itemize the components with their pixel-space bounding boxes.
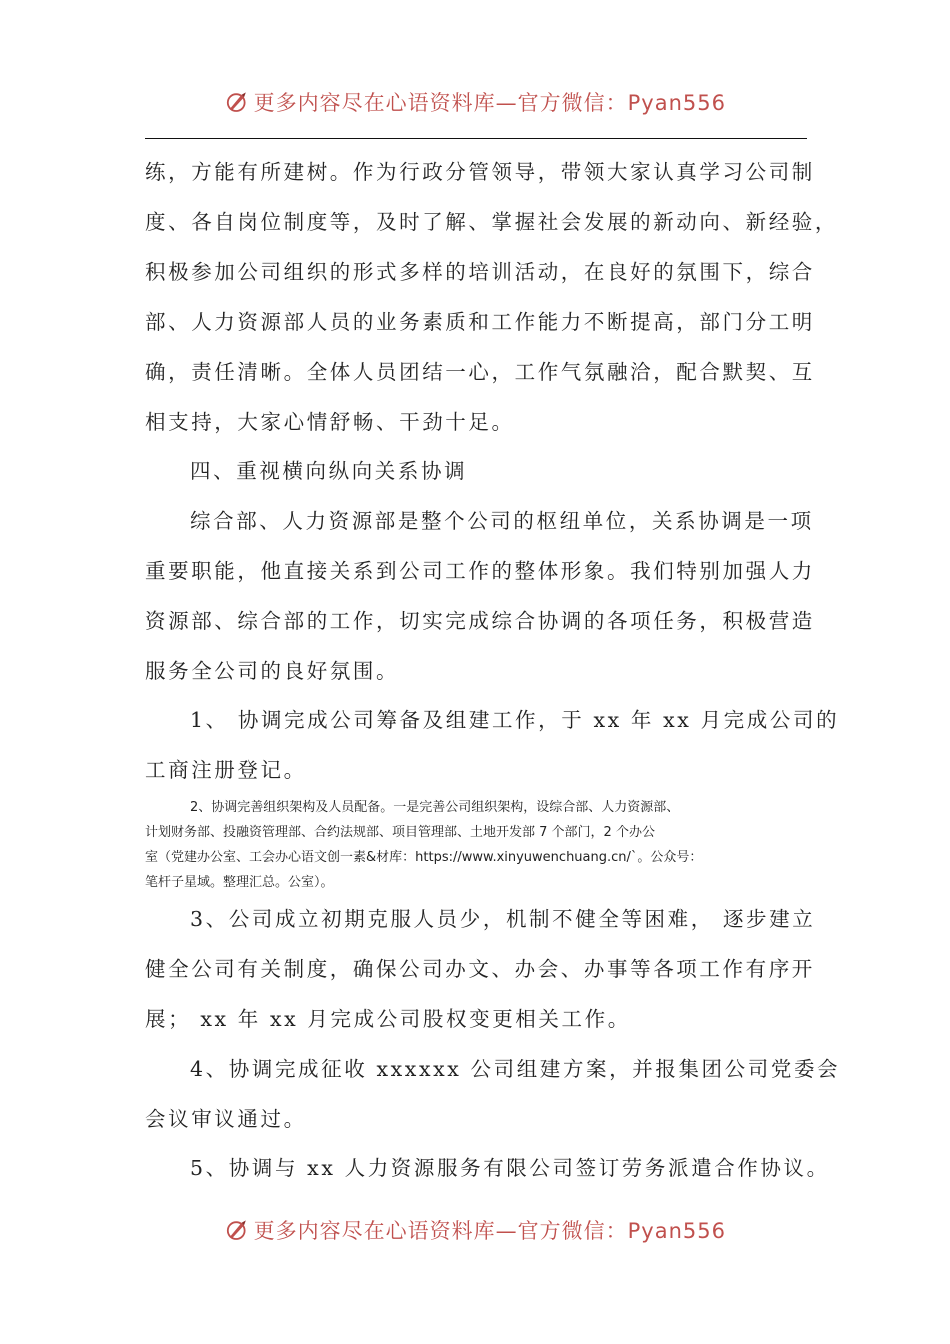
body-line: 度、各自岗位制度等，及时了解、掌握社会发展的新动向、新经验， (145, 210, 838, 234)
body-line: 练，方能有所建树。作为行政分管领导，带领大家认真学习公司制 (145, 160, 815, 184)
list-item: 3、公司成立初期克服人员少，机制不健全等困难， 逐步建立 (190, 907, 816, 931)
header-divider (145, 138, 807, 139)
body-line: 积极参加公司组织的形式多样的培训活动，在良好的氛围下，综合 (145, 260, 815, 284)
quill-logo-icon (226, 84, 248, 120)
quill-logo-icon (226, 1212, 248, 1248)
body-line: 部、人力资源部人员的业务素质和工作能力不断提高，部门分工明 (145, 310, 815, 334)
small-text-line: 笔杆子星域。整理汇总。公室）。 (145, 875, 334, 890)
body-line: 重要职能，他直接关系到公司工作的整体形象。我们特别加强人力 (145, 559, 815, 583)
list-item: 4、协调完成征收 xxxxxx 公司组建方案，并报集团公司党委会 (190, 1057, 841, 1081)
body-line: 服务全公司的良好氛围。 (145, 659, 400, 683)
list-item: 5、协调与 xx 人力资源服务有限公司签订劳务派遣合作协议。 (190, 1156, 830, 1180)
body-line: 会议审议通过。 (145, 1107, 307, 1131)
body-line: 资源部、综合部的工作，切实完成综合协调的各项任务，积极营造 (145, 609, 815, 633)
footer-banner (226, 1210, 726, 1250)
body-line: 相支持，大家心情舒畅、干劲十足。 (145, 410, 515, 434)
list-item: 1、 协调完成公司筹备及组建工作，于 xx 年 xx 月完成公司的 (190, 708, 840, 732)
body-line: 展； xx 年 xx 月完成公司股权变更相关工作。 (145, 1007, 631, 1031)
header-banner (226, 82, 726, 122)
header-banner-text: 更多内容尽在心语资料库—官方微信：Pyan556 (253, 91, 726, 115)
small-text-line: 2、协调完善组织架构及人员配备。一是完善公司组织架构，设综合部、人力资源部、 (190, 800, 680, 815)
body-line: 综合部、人力资源部是整个公司的枢纽单位，关系协调是一项 (190, 509, 814, 533)
small-text-line: 计划财务部、投融资管理部、合约法规部、项目管理部、土地开发部 7 个部门，2 个办公 (145, 825, 655, 840)
body-line: 健全公司有关制度，确保公司办文、办会、办事等各项工作有序开 (145, 957, 815, 981)
body-line: 确，责任清晰。全体人员团结一心，工作气氛融洽，配合默契、互 (145, 360, 815, 384)
footer-banner-text: 更多内容尽在心语资料库—官方微信：Pyan556 (253, 1219, 726, 1243)
small-text-line: 室（党建办公室、工会办心语文创一素&材库：https://www.xinyuwenchuang.cn/`。公众号： (145, 850, 703, 865)
body-line: 工商注册登记。 (145, 758, 307, 782)
section-heading: 四、重视横向纵向关系协调 (190, 459, 468, 483)
